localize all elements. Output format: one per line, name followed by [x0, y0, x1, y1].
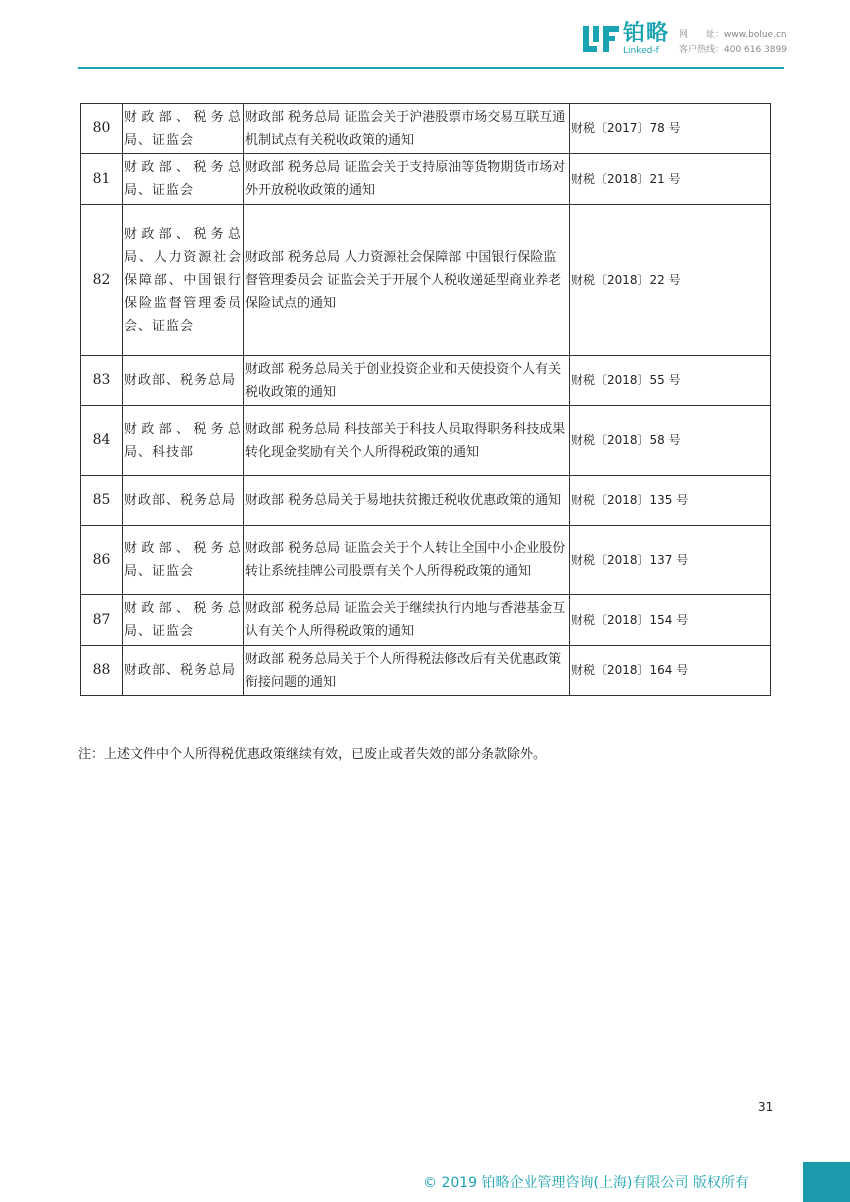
doc-number-cell: 财税〔2018〕137 号 [570, 526, 771, 595]
website-text: 网 址：www.bolue.cn [679, 30, 787, 40]
doc-number-cell: 财税〔2018〕154 号 [570, 595, 771, 646]
table-row [81, 104, 771, 154]
brand-logo [583, 22, 669, 56]
row-number: 83 [81, 356, 123, 406]
doc-number-cell: 财税〔2018〕22 号 [570, 205, 771, 356]
title-cell: 财政部 税务总局 证监会关于继续执行内地与香港基金互认有关个人所得税政策的通知 [244, 595, 570, 646]
brand-name-en: Linked-f [623, 46, 659, 56]
issuer-cell: 财政部、税务总局 [123, 476, 244, 526]
brand-name-cn: 铂略 [623, 21, 670, 46]
issuer-cell: 财政部、税务总局、科技部 [123, 406, 244, 476]
table-row [81, 526, 771, 595]
title-cell: 财政部 税务总局 人力资源社会保障部 中国银行保险监督管理委员会 证监会关于开展个人税收递延型商业养老保险试点的通知 [244, 205, 570, 356]
doc-number-cell: 财税〔2018〕135 号 [570, 476, 771, 526]
hotline-text: 客户热线：400 616 3899 [679, 45, 787, 55]
doc-number-cell: 财税〔2017〕78 号 [570, 104, 771, 154]
issuer-cell: 财政部、税务总局、人力资源社会保障部、中国银行保险监督管理委员会、证监会 [123, 205, 244, 356]
title-cell: 财政部 税务总局 证监会关于沪港股票市场交易互联互通机制试点有关税收政策的通知 [244, 104, 570, 154]
row-number: 80 [81, 104, 123, 154]
issuer-cell: 财政部、税务总局、证监会 [123, 104, 244, 154]
page-header [0, 0, 850, 70]
issuer-cell: 财政部、税务总局、证监会 [123, 526, 244, 595]
title-cell: 财政部 税务总局 科技部关于科技人员取得职务科技成果转化现金奖励有关个人所得税政策的通知 [244, 406, 570, 476]
row-number: 82 [81, 205, 123, 356]
doc-number-cell: 财税〔2018〕164 号 [570, 646, 771, 696]
table-row [81, 154, 771, 205]
table-row [81, 476, 771, 526]
title-cell: 财政部 税务总局 证监会关于支持原油等货物期货市场对外开放税收政策的通知 [244, 154, 570, 205]
footer-accent-block [803, 1162, 850, 1202]
issuer-cell: 财政部、税务总局 [123, 356, 244, 406]
row-number: 85 [81, 476, 123, 526]
row-number: 86 [81, 526, 123, 595]
footnote: 注：上述文件中个人所得税优惠政策继续有效，已废止或者失效的部分条款除外。 [78, 747, 547, 762]
issuer-cell: 财政部、税务总局、证监会 [123, 154, 244, 205]
row-number: 81 [81, 154, 123, 205]
doc-number-cell: 财税〔2018〕58 号 [570, 406, 771, 476]
table-row [81, 406, 771, 476]
title-cell: 财政部 税务总局关于创业投资企业和天使投资个人有关税收政策的通知 [244, 356, 570, 406]
doc-number-cell: 财税〔2018〕55 号 [570, 356, 771, 406]
table-row [81, 646, 771, 696]
row-number: 84 [81, 406, 123, 476]
policy-document-table [80, 103, 771, 696]
copyright-footer: © 2019 铂略企业管理咨询(上海)有限公司 版权所有 [423, 1175, 749, 1191]
contact-info [679, 28, 787, 58]
header-divider [78, 67, 784, 69]
issuer-cell: 财政部、税务总局 [123, 646, 244, 696]
table-row [81, 595, 771, 646]
doc-number-cell: 财税〔2018〕21 号 [570, 154, 771, 205]
title-cell: 财政部 税务总局 证监会关于个人转让全国中小企业股份转让系统挂牌公司股票有关个人所得税政策的通知 [244, 526, 570, 595]
table-row [81, 205, 771, 356]
title-cell: 财政部 税务总局关于易地扶贫搬迁税收优惠政策的通知 [244, 476, 570, 526]
row-number: 88 [81, 646, 123, 696]
page-number: 31 [758, 1100, 774, 1114]
issuer-cell: 财政部、税务总局、证监会 [123, 595, 244, 646]
table-row [81, 356, 771, 406]
logo-mark-icon [583, 22, 619, 56]
title-cell: 财政部 税务总局关于个人所得税法修改后有关优惠政策衔接问题的通知 [244, 646, 570, 696]
row-number: 87 [81, 595, 123, 646]
